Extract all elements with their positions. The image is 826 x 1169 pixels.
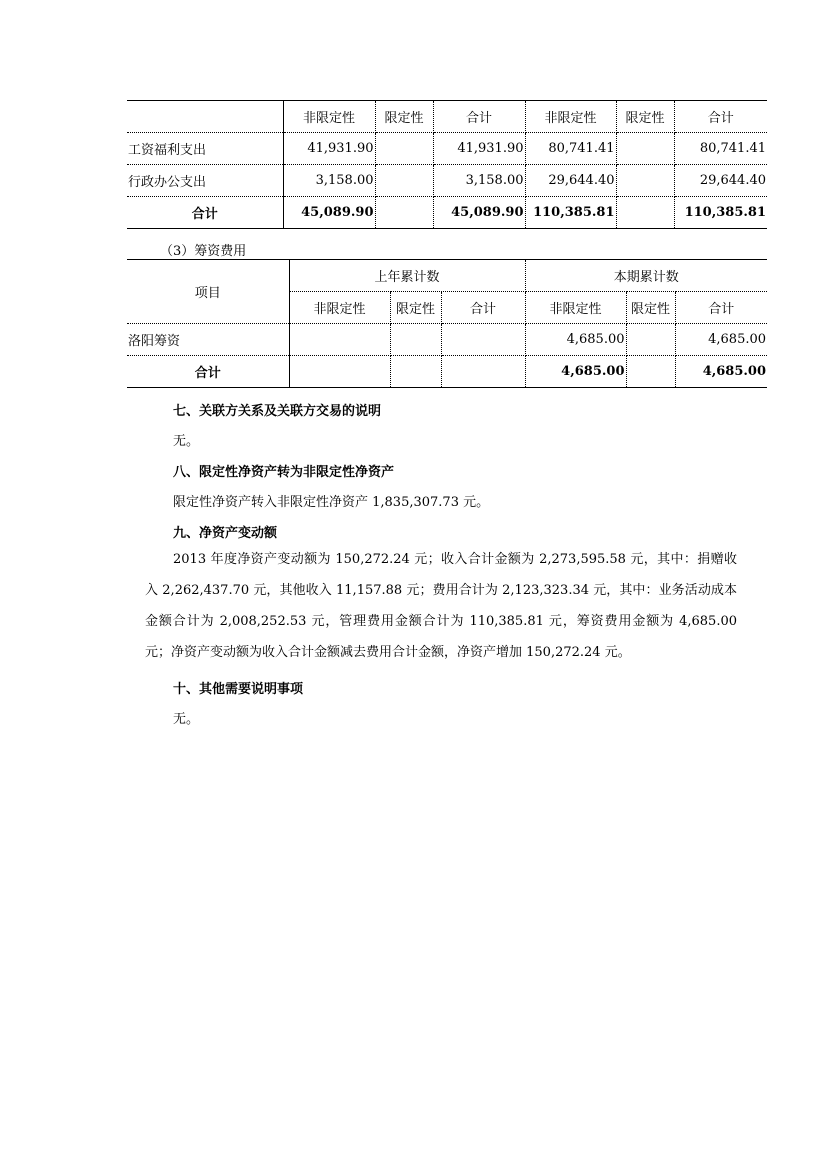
subheader-cell: 限定性 <box>390 292 441 324</box>
subheader-cell: 非限定性 <box>525 292 626 324</box>
cell-value <box>289 324 390 356</box>
cell-value: 29,644.40 <box>525 165 616 197</box>
header-cell <box>127 101 283 133</box>
cell-value: 80,741.41 <box>674 133 767 165</box>
total-value: 110,385.81 <box>525 197 616 229</box>
cell-value <box>626 324 675 356</box>
table-total-row <box>127 197 767 229</box>
cell-value <box>390 324 441 356</box>
fundraising-table <box>127 259 767 388</box>
row-item: 工资福利支出 <box>127 133 283 165</box>
section-8-body: 限定性净资产转入非限定性净资产 1,835,307.73 元。 <box>173 495 490 510</box>
header-cell: 合计 <box>674 101 767 133</box>
row-item: 洛阳筹资 <box>127 324 289 356</box>
total-value <box>289 356 390 388</box>
fundraising-caption: （3）筹资费用 <box>160 244 247 259</box>
total-value <box>616 197 674 229</box>
section-8-heading: 八、限定性净资产转为非限定性净资产 <box>173 465 395 480</box>
section-7-heading: 七、关联方关系及关联方交易的说明 <box>173 404 382 419</box>
admin-expense-table <box>127 100 767 229</box>
total-value: 45,089.90 <box>433 197 525 229</box>
section-9-heading: 九、净资产变动额 <box>173 526 278 541</box>
table-row <box>127 324 767 356</box>
subheader-cell: 合计 <box>441 292 525 324</box>
table-header-row <box>127 101 767 133</box>
total-value: 4,685.00 <box>525 356 626 388</box>
header-cell: 非限定性 <box>283 101 375 133</box>
prev-group-header: 上年累计数 <box>289 260 525 292</box>
total-label: 合计 <box>127 356 289 388</box>
cell-value: 3,158.00 <box>433 165 525 197</box>
section-10-heading: 十、其他需要说明事项 <box>173 682 304 697</box>
cell-value: 29,644.40 <box>674 165 767 197</box>
subheader-cell: 非限定性 <box>289 292 390 324</box>
cell-value: 80,741.41 <box>525 133 616 165</box>
table-total-row <box>127 356 767 388</box>
header-cell: 合计 <box>433 101 525 133</box>
header-cell: 非限定性 <box>525 101 616 133</box>
cell-value: 3,158.00 <box>283 165 375 197</box>
table-row <box>127 165 767 197</box>
total-value <box>626 356 675 388</box>
item-header: 项目 <box>127 260 289 324</box>
cur-group-header: 本期累计数 <box>525 260 767 292</box>
total-value: 45,089.90 <box>283 197 375 229</box>
section-7-body: 无。 <box>173 434 200 449</box>
table-row <box>127 133 767 165</box>
cell-value <box>616 133 674 165</box>
cell-value <box>375 133 433 165</box>
cell-value <box>375 165 433 197</box>
cell-value <box>616 165 674 197</box>
total-value: 4,685.00 <box>675 356 767 388</box>
section-10-body: 无。 <box>173 712 200 727</box>
header-cell: 限定性 <box>616 101 674 133</box>
subheader-cell: 限定性 <box>626 292 675 324</box>
cell-value <box>441 324 525 356</box>
section-9-body: 2013 年度净资产变动额为 150,272.24 元；收入合计金额为 2,273,595.58 元，其中：捐赠收入 2,262,437.70 元，其他收入 11,157.88 元；费用合计为 2,123,323.34 元，其中：业务活动成本金额合计为 2,008,252.53 元，管理费用金额合计为 110,385.81 元，筹资费用金额为 4,685.00 元；净资产变动额为收入合计金额减去费用合计金额，净资产增加 150,272.24 元。 <box>145 552 737 660</box>
total-label: 合计 <box>127 197 283 229</box>
total-value <box>390 356 441 388</box>
subheader-cell: 合计 <box>675 292 767 324</box>
row-item: 行政办公支出 <box>127 165 283 197</box>
cell-value: 4,685.00 <box>675 324 767 356</box>
total-value <box>441 356 525 388</box>
total-value: 110,385.81 <box>674 197 767 229</box>
cell-value: 4,685.00 <box>525 324 626 356</box>
header-cell: 限定性 <box>375 101 433 133</box>
cell-value: 41,931.90 <box>283 133 375 165</box>
total-value <box>375 197 433 229</box>
table-header-row <box>127 260 767 292</box>
cell-value: 41,931.90 <box>433 133 525 165</box>
